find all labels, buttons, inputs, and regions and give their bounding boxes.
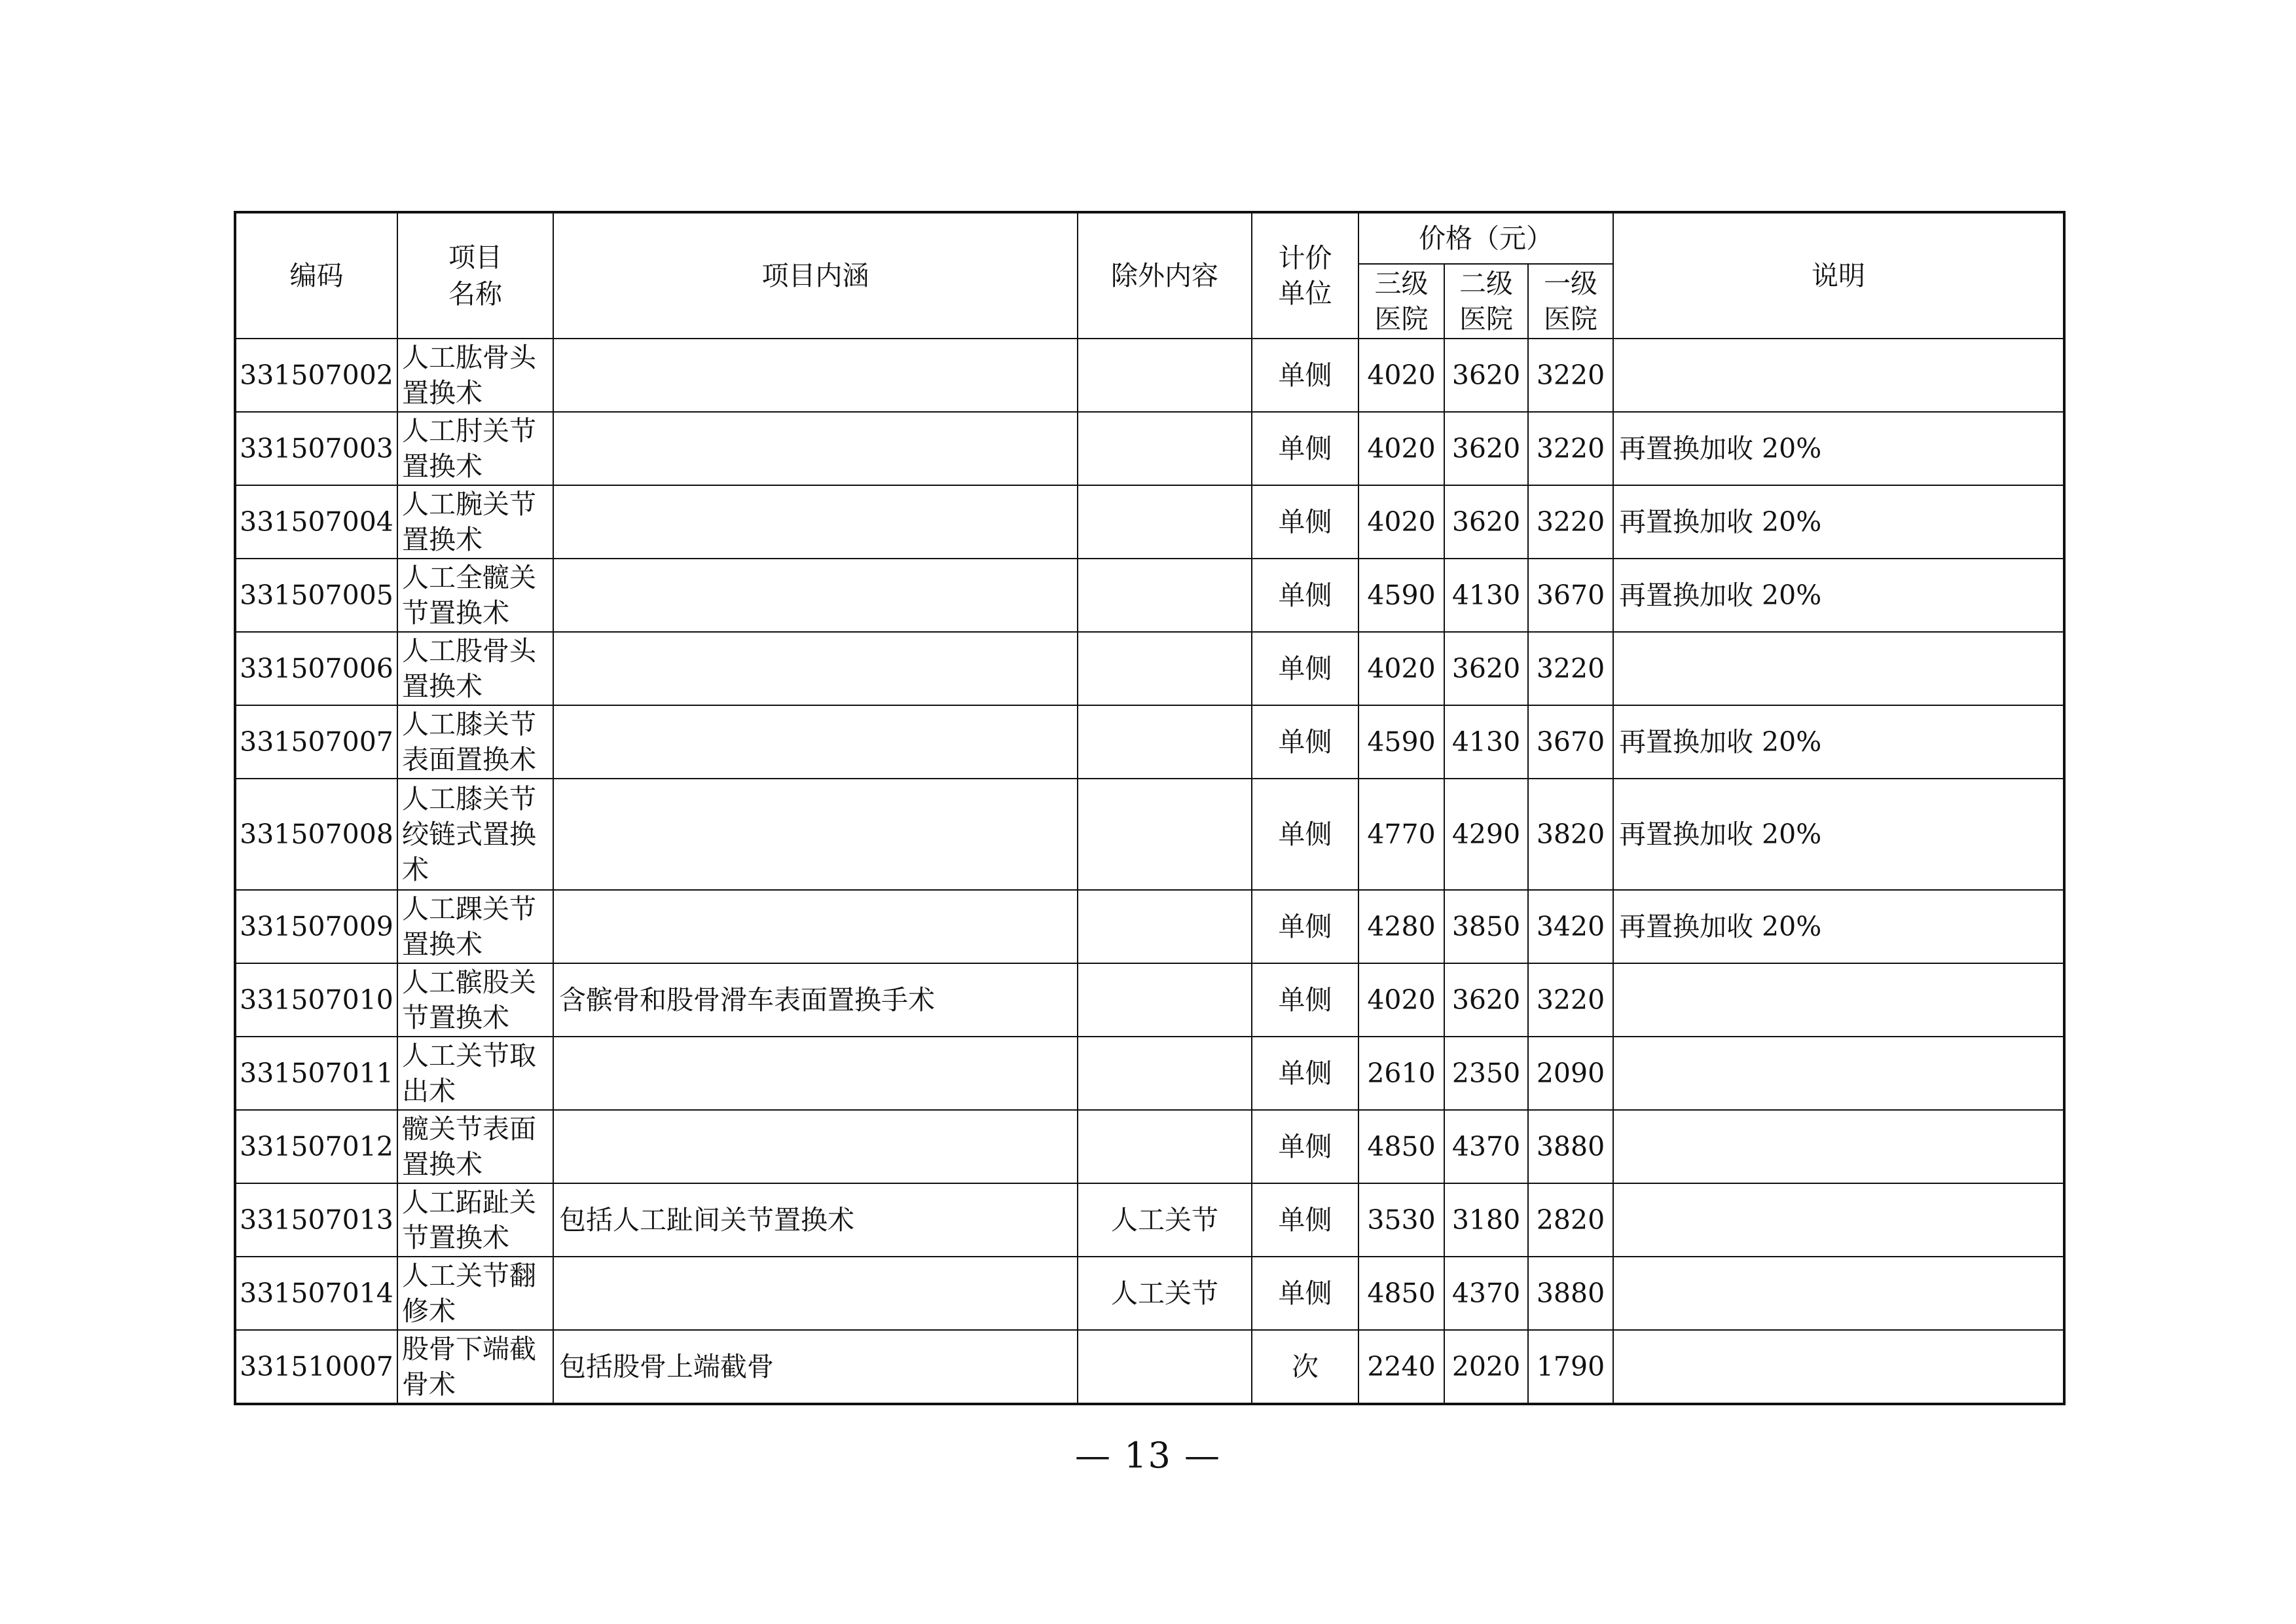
cell-code: 331507005 (235, 559, 397, 632)
table-row (235, 890, 2064, 963)
table-row (235, 1183, 2064, 1257)
cell-price-level3: 2610 (1358, 1037, 1444, 1110)
cell-unit: 单侧 (1252, 705, 1358, 779)
cell-name: 人工肘关节置换术 (397, 412, 553, 485)
cell-code: 331507009 (235, 890, 397, 963)
header-level2: 二级 医院 (1444, 264, 1528, 339)
cell-content (553, 779, 1078, 890)
cell-code: 331507007 (235, 705, 397, 779)
cell-content (553, 412, 1078, 485)
cell-name: 人工腕关节置换术 (397, 485, 553, 559)
cell-price-level1: 3880 (1528, 1110, 1613, 1183)
cell-note (1613, 339, 2064, 412)
cell-name: 人工肱骨头置换术 (397, 339, 553, 412)
cell-price-level2: 3850 (1444, 890, 1528, 963)
cell-price-level3: 4020 (1358, 412, 1444, 485)
cell-name: 人工关节取出术 (397, 1037, 553, 1110)
cell-exclusion (1078, 1037, 1252, 1110)
cell-code: 331507011 (235, 1037, 397, 1110)
cell-exclusion (1078, 1110, 1252, 1183)
cell-content: 包括股骨上端截骨 (553, 1330, 1078, 1404)
page-number: — 13 — (1074, 1435, 1222, 1476)
cell-price-level3: 4850 (1358, 1257, 1444, 1330)
cell-price-level2: 3620 (1444, 963, 1528, 1037)
cell-price-level2: 4290 (1444, 779, 1528, 890)
header-level1: 一级 医院 (1528, 264, 1613, 339)
cell-price-level1: 3880 (1528, 1257, 1613, 1330)
cell-price-level3: 4590 (1358, 705, 1444, 779)
cell-price-level2: 3180 (1444, 1183, 1528, 1257)
cell-exclusion: 人工关节 (1078, 1183, 1252, 1257)
cell-unit: 单侧 (1252, 1110, 1358, 1183)
header-price-group: 价格（元） (1358, 212, 1613, 264)
header-level3: 三级 医院 (1358, 264, 1444, 339)
cell-price-level2: 3620 (1444, 632, 1528, 705)
cell-price-level1: 2820 (1528, 1183, 1613, 1257)
cell-unit: 单侧 (1252, 339, 1358, 412)
cell-price-level3: 4020 (1358, 339, 1444, 412)
cell-note: 再置换加收 20% (1613, 485, 2064, 559)
cell-unit: 单侧 (1252, 963, 1358, 1037)
cell-exclusion (1078, 485, 1252, 559)
table-row (235, 1110, 2064, 1183)
cell-price-level2: 2020 (1444, 1330, 1528, 1404)
header-name: 项目 名称 (397, 212, 553, 339)
table-row (235, 412, 2064, 485)
cell-code: 331507012 (235, 1110, 397, 1183)
cell-note (1613, 963, 2064, 1037)
cell-unit: 单侧 (1252, 412, 1358, 485)
header-unit: 计价 单位 (1252, 212, 1358, 339)
cell-price-level3: 4280 (1358, 890, 1444, 963)
cell-price-level1: 2090 (1528, 1037, 1613, 1110)
cell-unit: 单侧 (1252, 632, 1358, 705)
cell-code: 331507010 (235, 963, 397, 1037)
cell-unit: 单侧 (1252, 779, 1358, 890)
cell-content (553, 1110, 1078, 1183)
cell-price-level1: 3220 (1528, 339, 1613, 412)
cell-content (553, 485, 1078, 559)
table-row (235, 339, 2064, 412)
cell-name: 人工踝关节置换术 (397, 890, 553, 963)
cell-unit: 单侧 (1252, 890, 1358, 963)
cell-price-level3: 4020 (1358, 963, 1444, 1037)
cell-unit: 单侧 (1252, 1257, 1358, 1330)
cell-unit: 次 (1252, 1330, 1358, 1404)
cell-unit: 单侧 (1252, 1183, 1358, 1257)
cell-content (553, 1257, 1078, 1330)
cell-price-level2: 2350 (1444, 1037, 1528, 1110)
cell-price-level1: 1790 (1528, 1330, 1613, 1404)
cell-price-level3: 4020 (1358, 632, 1444, 705)
cell-price-level1: 3820 (1528, 779, 1613, 890)
cell-price-level3: 4770 (1358, 779, 1444, 890)
cell-name: 人工髌股关节置换术 (397, 963, 553, 1037)
cell-note: 再置换加收 20% (1613, 890, 2064, 963)
cell-price-level2: 4130 (1444, 705, 1528, 779)
table-header-row (235, 212, 2064, 264)
cell-price-level2: 3620 (1444, 412, 1528, 485)
cell-name: 人工股骨头置换术 (397, 632, 553, 705)
table-row (235, 485, 2064, 559)
cell-price-level3: 4850 (1358, 1110, 1444, 1183)
cell-name: 股骨下端截骨术 (397, 1330, 553, 1404)
cell-content (553, 705, 1078, 779)
cell-content (553, 632, 1078, 705)
cell-price-level3: 2240 (1358, 1330, 1444, 1404)
cell-content (553, 559, 1078, 632)
price-table (234, 211, 2066, 1405)
table-row (235, 559, 2064, 632)
cell-exclusion: 人工关节 (1078, 1257, 1252, 1330)
cell-content (553, 890, 1078, 963)
cell-unit: 单侧 (1252, 485, 1358, 559)
cell-price-level1: 3420 (1528, 890, 1613, 963)
cell-content (553, 339, 1078, 412)
header-code: 编码 (235, 212, 397, 339)
cell-price-level1: 3670 (1528, 705, 1613, 779)
cell-price-level3: 4590 (1358, 559, 1444, 632)
table-row (235, 1257, 2064, 1330)
cell-note (1613, 1330, 2064, 1404)
cell-name: 人工全髋关节置换术 (397, 559, 553, 632)
cell-exclusion (1078, 339, 1252, 412)
header-content: 项目内涵 (553, 212, 1078, 339)
cell-content: 包括人工趾间关节置换术 (553, 1183, 1078, 1257)
cell-name: 人工关节翻修术 (397, 1257, 553, 1330)
table-row (235, 1330, 2064, 1404)
cell-price-level2: 4130 (1444, 559, 1528, 632)
cell-price-level1: 3220 (1528, 412, 1613, 485)
cell-content (553, 1037, 1078, 1110)
table-row (235, 779, 2064, 890)
table-row (235, 632, 2064, 705)
cell-code: 331507006 (235, 632, 397, 705)
cell-price-level2: 3620 (1444, 339, 1528, 412)
cell-name: 人工膝关节表面置换术 (397, 705, 553, 779)
cell-name: 髋关节表面置换术 (397, 1110, 553, 1183)
cell-price-level1: 3220 (1528, 485, 1613, 559)
cell-name: 人工膝关节绞链式置换术 (397, 779, 553, 890)
cell-note: 再置换加收 20% (1613, 779, 2064, 890)
cell-price-level2: 3620 (1444, 485, 1528, 559)
cell-price-level1: 3670 (1528, 559, 1613, 632)
cell-exclusion (1078, 963, 1252, 1037)
cell-code: 331507014 (235, 1257, 397, 1330)
cell-exclusion (1078, 632, 1252, 705)
cell-code: 331510007 (235, 1330, 397, 1404)
table-row (235, 963, 2064, 1037)
cell-price-level3: 3530 (1358, 1183, 1444, 1257)
cell-price-level1: 3220 (1528, 963, 1613, 1037)
header-exclusion: 除外内容 (1078, 212, 1252, 339)
header-note: 说明 (1613, 212, 2064, 339)
cell-code: 331507008 (235, 779, 397, 890)
cell-exclusion (1078, 1330, 1252, 1404)
cell-price-level2: 4370 (1444, 1110, 1528, 1183)
table-row (235, 1037, 2064, 1110)
cell-price-level2: 4370 (1444, 1257, 1528, 1330)
cell-exclusion (1078, 779, 1252, 890)
cell-note (1613, 1257, 2064, 1330)
cell-note: 再置换加收 20% (1613, 705, 2064, 779)
cell-price-level3: 4020 (1358, 485, 1444, 559)
cell-note (1613, 1110, 2064, 1183)
cell-note: 再置换加收 20% (1613, 412, 2064, 485)
cell-exclusion (1078, 890, 1252, 963)
cell-exclusion (1078, 412, 1252, 485)
cell-note: 再置换加收 20% (1613, 559, 2064, 632)
cell-price-level1: 3220 (1528, 632, 1613, 705)
cell-code: 331507003 (235, 412, 397, 485)
cell-unit: 单侧 (1252, 1037, 1358, 1110)
cell-unit: 单侧 (1252, 559, 1358, 632)
cell-note (1613, 1183, 2064, 1257)
cell-note (1613, 1037, 2064, 1110)
cell-note (1613, 632, 2064, 705)
cell-code: 331507004 (235, 485, 397, 559)
table-row (235, 705, 2064, 779)
cell-exclusion (1078, 559, 1252, 632)
cell-content: 含髌骨和股骨滑车表面置换手术 (553, 963, 1078, 1037)
cell-exclusion (1078, 705, 1252, 779)
cell-name: 人工跖趾关节置换术 (397, 1183, 553, 1257)
cell-code: 331507002 (235, 339, 397, 412)
cell-code: 331507013 (235, 1183, 397, 1257)
